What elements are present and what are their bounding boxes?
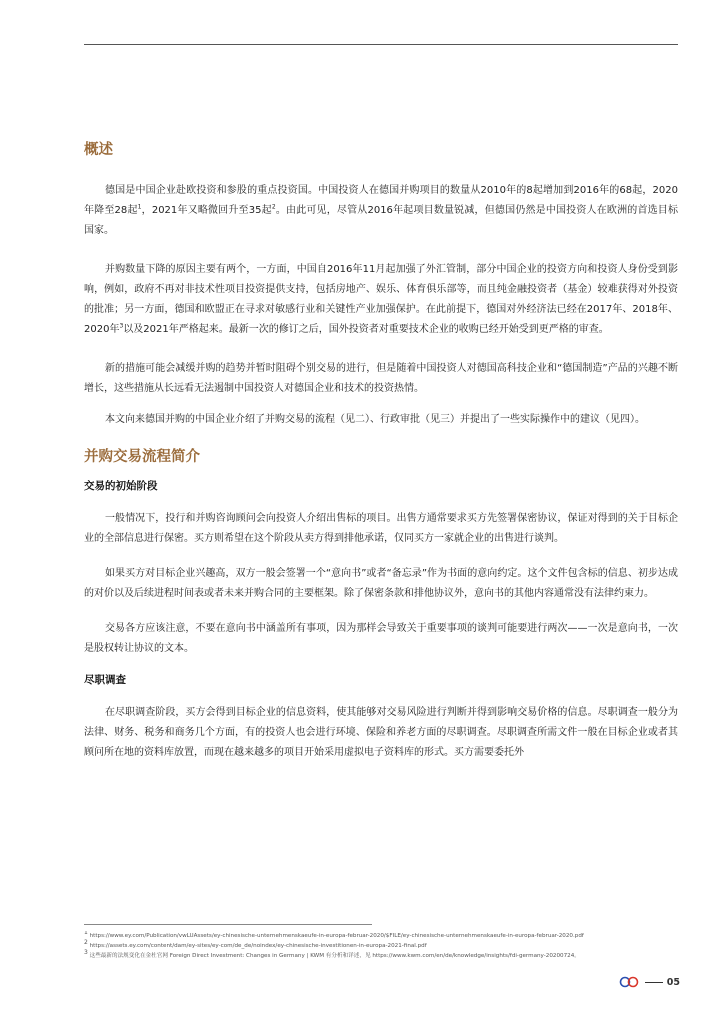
- footnote-link[interactable]: 这些最新的法规变化在金杜官网 Foreign Direct Investment: Changes in Germany | KWM 有分析和详述，见 https://www.kwm.com/en/de/knowledge/insights/fdi-germany-20200724。: [89, 953, 580, 959]
- paragraph: 一般情况下，投行和并购咨询顾问会向投资人介绍出售标的项目。出售方通常要求买方先签署保密协议，保证对得到的关于目标企业的全部信息进行保密。买方则希望在这个阶段从卖方得到排他承诺，仅同买方一家就企业的出售进行谈判。: [84, 513, 678, 544]
- header-rule: [84, 44, 678, 45]
- footnote-ref[interactable]: 1: [137, 203, 142, 211]
- section-heading-ma-process: 并购交易流程简介: [84, 449, 200, 465]
- paragraph: 交易各方应该注意，不要在意向书中涵盖所有事项，因为那样会导致关于重要事项的谈判可能要进行两次——一次是意向书，一次是股权转让协议的文本。: [84, 623, 678, 654]
- subsection-heading-initial-stage: 交易的初始阶段: [84, 480, 158, 492]
- paragraph: 本文向来德国并购的中国企业介绍了并购交易的流程（见二）、行政审批（见三）并提出了一些实际操作中的建议（见四）。: [105, 414, 645, 425]
- paragraph: 德国是中国企业赴欧投资和参股的重点投资国。中国投资人在德国并购项目的数量从2010年的8起增加到2016年的68起，2020年降至28起$^1$，2021年又略微回升至35起$^2$。由此可见，尽管从2016年起项目数量锐减，但德国仍然是中国投资人在欧洲的首选目标国家。: [84, 185, 678, 236]
- kwm-logo-icon: [619, 976, 641, 988]
- paragraph: 如果买方对目标企业兴趣高，双方一般会签署一个“意向书”或者“备忘录”作为书面的意向约定。这个文件包含标的信息、初步达成的对价以及后续进程时间表或者未来并购合同的主要框架。除了保密条款和排他协议外，意向书的其他内容通常没有法律约束力。: [84, 568, 678, 599]
- page-footer: [619, 976, 680, 988]
- paragraph: 并购数量下降的原因主要有两个，一方面，中国自2016年11月起加强了外汇管制，部分中国企业的投资方向和投资人身份受到影响，例如，政府不再对非技术性项目投资提供支持，包括房地产、娱乐、体育俱乐部等，而且纯金融投资者（基金）较难获得对外投资的批准；另一方面，德国和欧盟正在寻求对敏感行业和关键性产业加强保护。在此前提下，德国对外经济法已经在2017年、2018年、2020年$^3$以及2021年严格起来。最新一次的修订之后，国外投资者对重要技术企业的收购已经开始受到更严格的审查。: [84, 264, 678, 335]
- page-number: 05: [666, 976, 680, 988]
- footnote-link[interactable]: https://www.ey.com/Publication/vwLUAssets/ey-chinesische-unternehmenskaeufe-in-europa-februar-2020/$FILE/ey-chinesische-unternehmenskaeufe-in-europa-februar-2020.pdf: [89, 933, 584, 939]
- section-heading-overview: 概述: [84, 142, 113, 158]
- paragraph: 在尽职调查阶段，买方会得到目标企业的信息资料，使其能够对交易风险进行判断并得到影响交易价格的信息。尽职调查一般分为法律、财务、税务和商务几个方面，有的投资人也会进行环境、保险和养老方面的尽职调查。尽职调查所需文件一般在目标企业或者其顾问所在地的资料库放置，而现在越来越多的项目开始采用虚拟电子资料库的形式。买方需要委托外: [84, 707, 678, 758]
- page-number-dash: [645, 982, 663, 983]
- footnote-ref[interactable]: 3: [119, 322, 124, 330]
- footnote-item: $^1$ https://www.ey.com/Publication/vwLUAssets/ey-chinesische-unternehmenskaeufe-in-europa-februar-2020/$FILE/ey-chinesische-unternehmenskaeufe-in-europa-februar-2020.pdf: [84, 931, 584, 939]
- subsection-heading-due-diligence: 尽职调查: [84, 674, 126, 686]
- footnote-link[interactable]: https://assets.ey.com/content/dam/ey-sites/ey-com/de_de/noindex/ey-chinesische-investitionen-in-europa-2021-final.pdf: [89, 943, 427, 949]
- footnote-item: $^2$ https://assets.ey.com/content/dam/ey-sites/ey-com/de_de/noindex/ey-chinesische-investitionen-in-europa-2021-final.pdf: [84, 939, 427, 949]
- footnote-ref[interactable]: 2: [271, 203, 276, 211]
- footnote-rule: [84, 924, 372, 925]
- paragraph: 新的措施可能会减缓并购的趋势并暂时阻碍个别交易的进行，但是随着中国投资人对德国高科技企业和“德国制造”产品的兴趣不断增长，这些措施从长远看无法遏制中国投资人对德国企业和技术的投资热情。: [84, 363, 678, 394]
- footnote-item: $^3$ 这些最新的法规变化在金杜官网 Foreign Direct Investment: Changes in Germany | KWM 有分析和详述，见 https://www.kwm.com/en/de/knowledge/insights/fdi-germany-20200724。: [84, 949, 580, 959]
- footnotes: [84, 931, 678, 961]
- main-content: [84, 140, 678, 763]
